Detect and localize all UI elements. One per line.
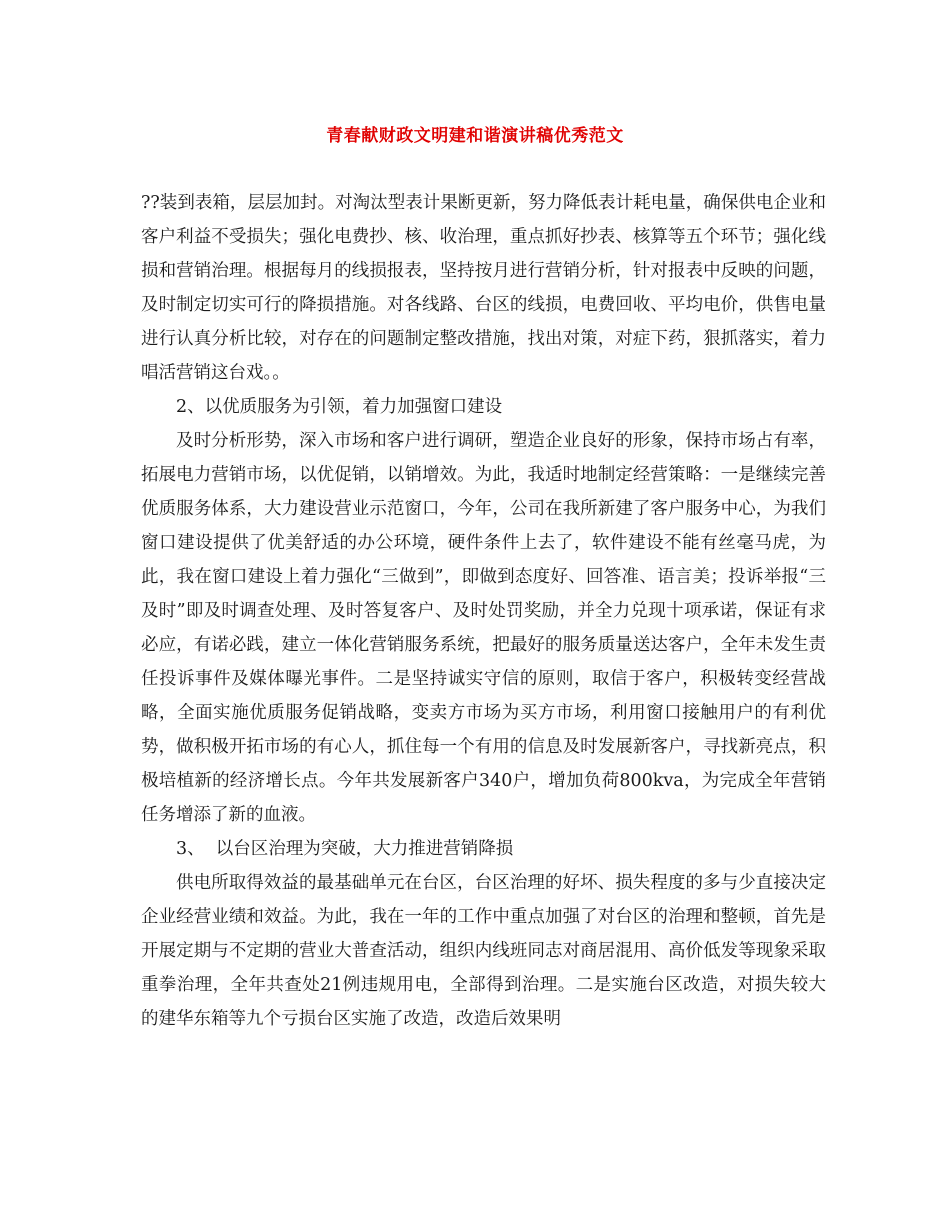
section-heading-2: 2、以优质服务为引领，着力加强窗口建设 — [176, 397, 503, 417]
paragraph-3: 供电所取得效益的最基础单元在台区，台区治理的好坏、损失程度的多与少直接决定企业经营业绩和效益。为此，我在一年的工作中重点加强了对台区的治理和整顿，首先是开展定期与不定期的营业大普查活动，组织内线班同志对商居混用、高价低发等现象采取重拳治理，全年共查处21例违规用电，全部得到治理。二是实施台区改造，对损失较大的建华东箱等九个亏损台区实施了改造，改造后效果明 — [141, 873, 826, 1029]
paragraph-1: ??装到表箱，层层加封。对淘汰型表计果断更新，努力降低表计耗电量，确保供电企业和客户利益不受损失；强化电费抄、核、收治理，重点抓好抄表、核算等五个环节；强化线损和营销治理。根据每月的线损报表，坚持按月进行营销分析，针对报表中反映的问题，及时制定切实可行的降损措施。对各线路、台区的线损，电费回收、平均电价，供售电量进行认真分析比较，对存在的问题制定整改措施，找出对策，对症下药，狠抓落实，着力唱活营销这台戏。。 — [141, 193, 826, 383]
paragraph-2: 及时分析形势，深入市场和客户进行调研，塑造企业良好的形象，保持市场占有率，拓展电力营销市场，以优促销，以销增效。为此，我适时地制定经营策略：一是继续完善优质服务体系，大力建设营业示范窗口，今年，公司在我所新建了客户服务中心，为我们窗口建设提供了优美舒适的办公环境，硬件条件上去了，软件建设不能有丝毫马虎，为此，我在窗口建设上着力强化“三做到”，即做到态度好、回答准、语言美；投诉举报“三及时”即及时调查处理、及时答复客户、及时处罚奖励，并全力兑现十项承诺，保证有求必应，有诺必践，建立一体化营销服务系统，把最好的服务质量送达客户，全年未发生责任投诉事件及媒体曝光事件。二是坚持诚实守信的原则，取信于客户，积极转变经营战略，全面实施优质服务促销战略，变卖方市场为买方市场，利用窗口接触用户的有利优势，做积极开拓市场的有心人，抓住每一个有用的信息及时发展新客户，寻找新亮点，积极培植新的经济增长点。今年共发展新客户340户，增加负荷800kva，为完成全年营销任务增添了新的血液。 — [141, 431, 826, 825]
document-body — [141, 186, 826, 1036]
section-heading-3: 3、 以台区治理为突破，大力推进营销降损 — [176, 839, 514, 859]
document-title: 青春献财政文明建和谐演讲稿优秀范文 — [326, 126, 624, 146]
